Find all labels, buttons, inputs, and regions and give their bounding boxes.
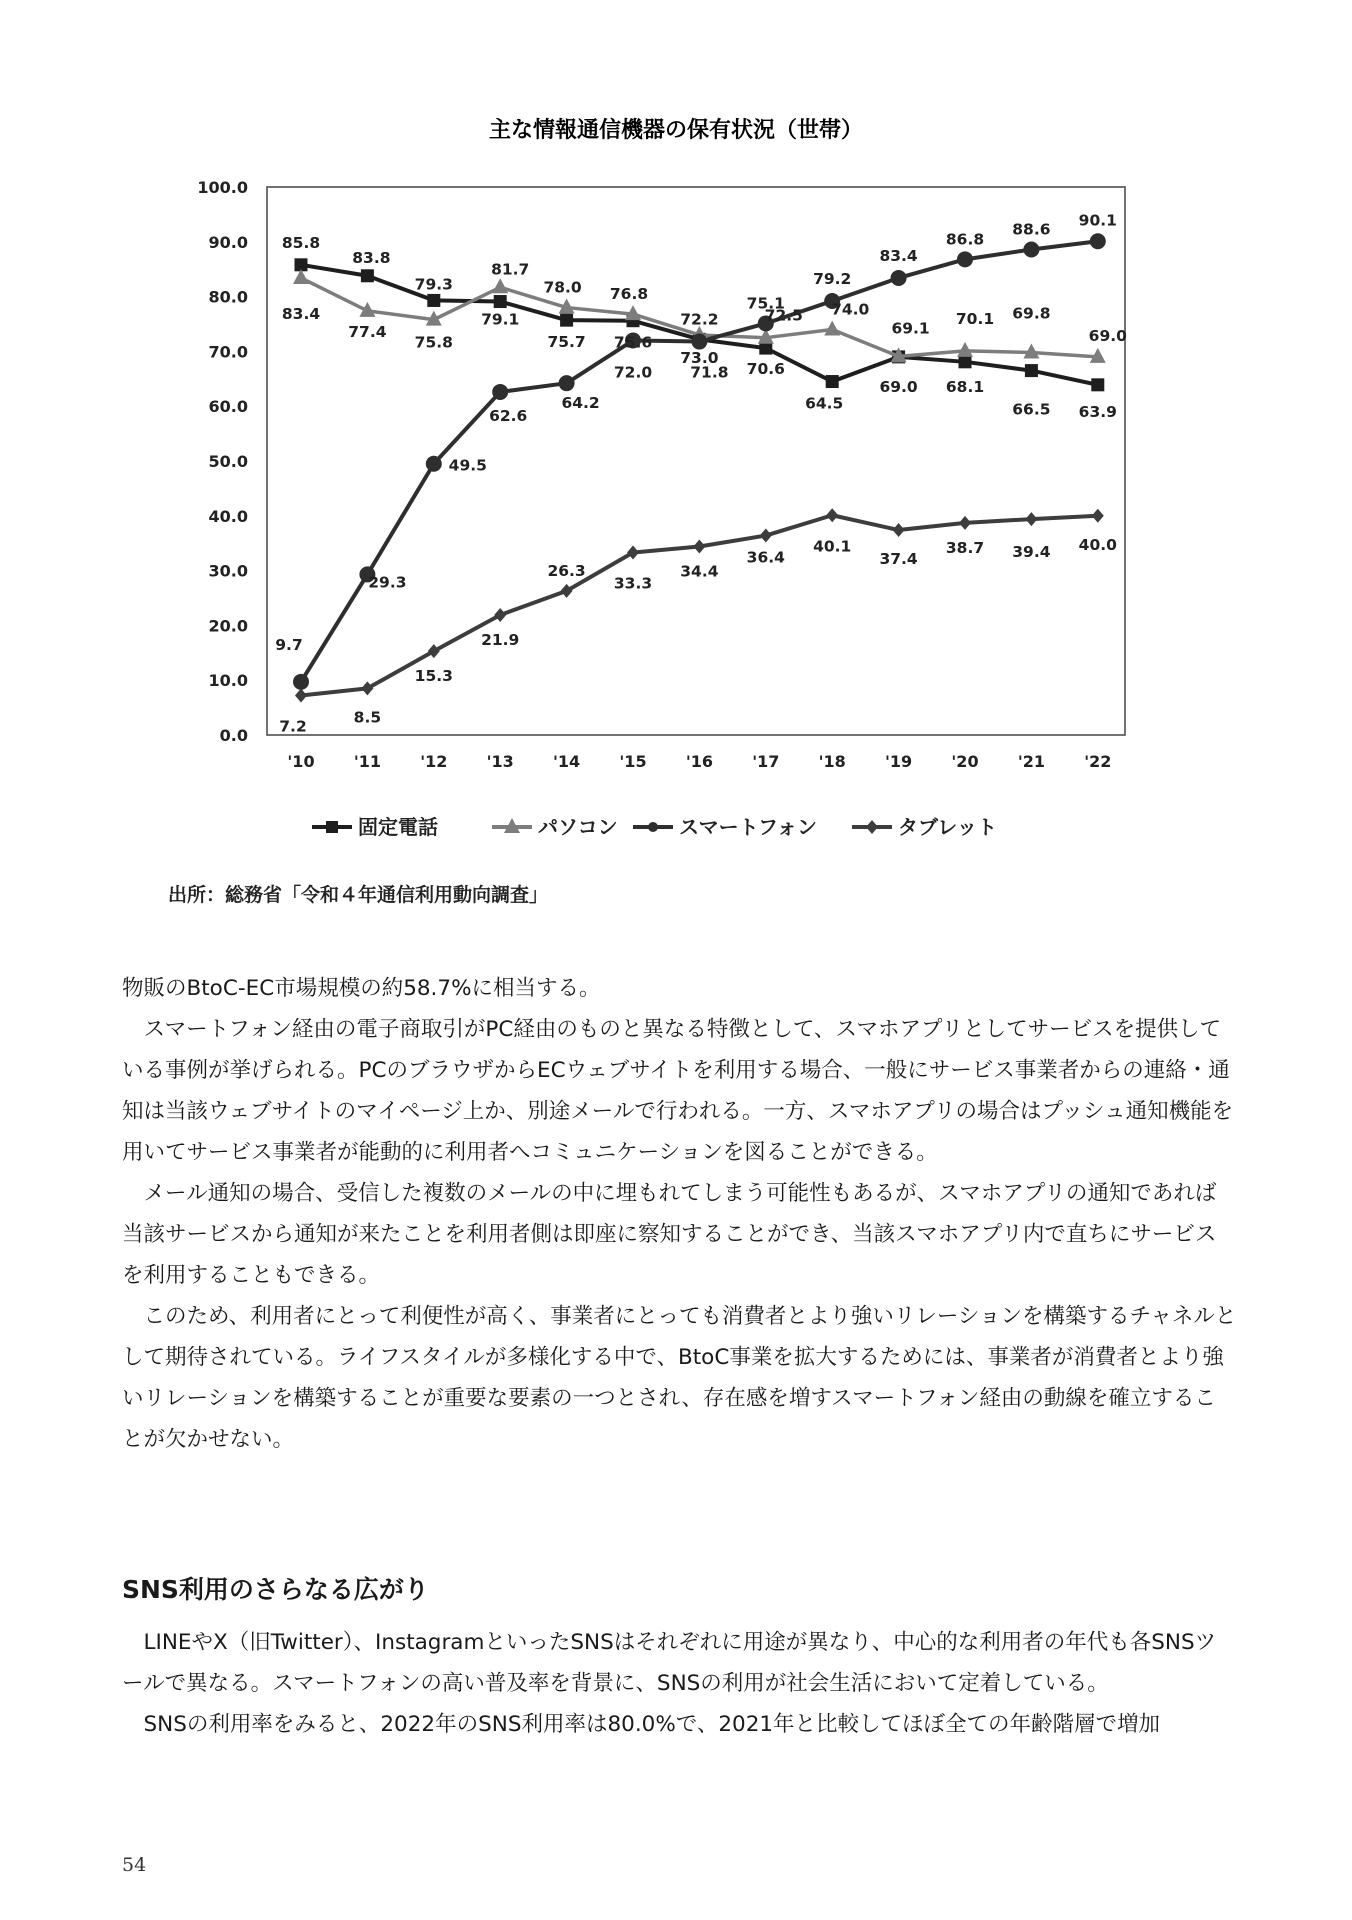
smartphone-data-label: 90.1	[1078, 211, 1117, 230]
chart-title: 主な情報通信機器の保有状況（世帯）	[488, 118, 864, 143]
tablet-data-label: 39.4	[1012, 543, 1051, 562]
pc-data-label: 83.4	[281, 304, 321, 323]
section-heading: SNS利用のさらなる広がり	[122, 1575, 429, 1604]
tablet-marker	[494, 608, 506, 622]
y-tick-label: 100.0	[197, 178, 248, 197]
x-tick-label: '11	[353, 752, 381, 771]
fixed-phone-marker	[427, 294, 440, 307]
y-tick-label: 60.0	[208, 397, 248, 417]
body-paragraph: 物販のBtoC-EC市場規模の約58.7%に相当する。	[122, 976, 601, 1001]
tablet-data-label: 34.4	[680, 562, 719, 581]
y-tick-label: 20.0	[208, 616, 248, 636]
pc-legend-label: パソコン	[538, 815, 618, 839]
smartphone-marker	[691, 334, 707, 350]
tablet-data-label: 21.9	[481, 630, 520, 649]
smartphone-data-label: 9.7	[275, 635, 303, 654]
smartphone-line	[301, 241, 1098, 682]
x-tick-label: '22	[1084, 752, 1112, 771]
fixed-phone-data-label: 79.1	[481, 310, 520, 329]
fixed-phone-marker	[1025, 364, 1038, 377]
x-tick-label: '20	[951, 752, 979, 771]
tablet-data-label: 40.1	[813, 537, 852, 556]
tablet-data-label: 8.5	[353, 708, 382, 727]
smartphone-data-label: 75.1	[746, 294, 785, 313]
pc-marker	[492, 278, 508, 293]
pc-data-label: 74.0	[831, 300, 870, 319]
fixed-phone-data-label: 64.5	[805, 394, 844, 413]
tablet-marker	[959, 516, 971, 530]
y-tick-label: 50.0	[208, 452, 248, 471]
fixed-phone-marker	[560, 314, 573, 327]
smartphone-marker	[492, 384, 508, 400]
fixed-phone-data-label: 63.9	[1078, 402, 1117, 421]
pc-data-label: 78.0	[543, 278, 582, 297]
y-tick-label: 40.0	[208, 506, 248, 526]
pc-data-label: 73.0	[680, 348, 719, 367]
fixed-phone-data-label: 66.5	[1012, 400, 1051, 419]
chart-legend	[312, 815, 997, 839]
fixed-phone-data-label: 70.6	[746, 360, 785, 379]
fixed-phone-data-label: 75.6	[613, 333, 653, 352]
fixed-phone-data-label: 83.8	[352, 248, 391, 267]
tablet-marker	[361, 681, 373, 695]
x-tick-label: '18	[818, 752, 846, 771]
pc-data-label: 81.7	[491, 260, 530, 279]
x-tick-label: '13	[486, 752, 514, 771]
tablet-marker	[1092, 509, 1104, 523]
series-layer	[293, 233, 1106, 702]
x-tick-label: '14	[553, 752, 581, 771]
y-tick-label: 90.0	[208, 232, 248, 252]
body-text-block-2	[122, 1622, 1237, 1745]
fixed-phone-data-label: 79.3	[414, 275, 453, 294]
x-tick-label: '15	[619, 752, 647, 771]
x-tick-label: '21	[1017, 752, 1045, 771]
tablet-data-label: 36.4	[746, 548, 785, 567]
pc-data-label: 72.5	[764, 306, 803, 325]
fixed-phone-data-label: 85.8	[281, 233, 321, 252]
y-tick-label: 70.0	[208, 342, 248, 362]
tablet-data-label: 40.0	[1078, 535, 1117, 554]
smartphone-data-label: 49.5	[448, 456, 487, 475]
smartphone-marker	[293, 674, 309, 690]
page-number: 54	[122, 1854, 147, 1876]
smartphone-marker	[1090, 233, 1106, 249]
fixed-phone-legend-marker	[326, 821, 338, 833]
tablet-data-label: 15.3	[414, 667, 453, 686]
smartphone-marker	[957, 251, 973, 267]
pc-data-label: 77.4	[348, 322, 387, 341]
smartphone-data-label: 83.4	[879, 246, 918, 265]
tablet-data-label: 37.4	[879, 550, 918, 569]
smartphone-marker	[559, 375, 575, 391]
smartphone-data-label: 88.6	[1012, 220, 1051, 239]
body-paragraph: このため、利用者にとって利便性が高く、事業者にとっても消費者とより強いリレーションを構築するチャネルとして期待されている。ライフスタイルが多様化する中で、BtoC事業を拡大するためには、事業者が消費者とより強いリレーションを構築することが重要な要素の一つとされ、存在感を増すスマートフォン経由の動線を確立することが欠かせない。	[122, 1304, 1237, 1452]
smartphone-data-label: 71.8	[690, 363, 729, 382]
y-tick-label: 30.0	[208, 561, 248, 581]
tablet-legend-marker	[866, 820, 878, 834]
tablet-marker	[561, 584, 573, 598]
x-tick-label: '10	[287, 752, 315, 771]
smartphone-data-label: 62.6	[489, 406, 528, 425]
fixed-phone-data-label: 72.2	[680, 310, 719, 329]
fixed-phone-data-label: 75.7	[547, 333, 586, 352]
fixed-phone-data-label: 68.1	[945, 377, 985, 396]
tablet-marker	[893, 523, 905, 537]
line-chart	[0, 0, 1352, 900]
smartphone-data-label: 64.2	[561, 394, 600, 413]
body-paragraph: スマートフォン経由の電子商取引がPC経由のものと異なる特徴として、スマホアプリとしてサービスを提供している事例が挙げられる。PCのブラウザからECウェブサイトを利用する場合、一般にサービス事業者からの連絡・通知は当該ウェブサイトのマイページ上か、別途メールで行われる。一方、スマホアプリの場合はプッシュ通知機能を用いてサービス事業者が能動的に利用者へコミュニケーションを図ることができる。	[122, 1017, 1234, 1165]
chart-figure	[0, 0, 1352, 906]
tablet-marker	[693, 539, 705, 553]
body-paragraph: SNSの利用率をみると、2022年のSNS利用率は80.0%で、2021年と比較してほぼ全ての年齢階層で増加	[143, 1712, 1161, 1737]
pc-data-label: 76.8	[609, 285, 649, 304]
tablet-marker	[760, 529, 772, 543]
smartphone-legend-label: スマートフォン	[679, 815, 817, 839]
pc-data-label: 69.1	[891, 319, 930, 338]
tablet-data-label: 26.3	[547, 561, 586, 580]
tablet-marker	[1025, 512, 1037, 526]
fixed-phone-data-label: 69.0	[879, 377, 918, 396]
y-tick-label: 80.0	[208, 287, 248, 307]
chart-source: 出所：総務省「令和４年通信利用動向調査」	[168, 884, 549, 906]
tablet-legend-label: タブレット	[898, 815, 997, 839]
fixed-phone-marker	[826, 375, 839, 388]
y-tick-label: 0.0	[219, 726, 248, 745]
x-tick-label: '12	[420, 752, 448, 771]
smartphone-data-label: 72.0	[613, 363, 653, 382]
plot-area-frame	[267, 187, 1125, 735]
tablet-data-label: 33.3	[613, 574, 653, 593]
x-tick-label: '19	[885, 752, 913, 771]
body-paragraph: LINEやX（旧Twitter）、InstagramといったSNSはそれぞれに用途が異なり、中心的な利用者の年代も各SNSツールで異なる。スマートフォンの高い普及率を背景に、SNSの利用が社会生活において定着している。	[122, 1630, 1217, 1696]
smartphone-data-label: 79.2	[813, 269, 852, 288]
smartphone-marker	[426, 456, 442, 472]
body-paragraph: メール通知の場合、受信した複数のメールの中に埋もれてしまう可能性もあるが、スマホアプリの通知であれば当該サービスから通知が来たことを利用者側は即座に察知することができ、当該スマホアプリ内で直ちにサービスを利用することもできる。	[122, 1181, 1217, 1288]
axis-layer	[197, 178, 1111, 771]
pc-marker	[824, 320, 840, 335]
smartphone-legend-marker	[648, 822, 658, 832]
pc-data-label: 70.1	[955, 309, 995, 328]
x-tick-label: '16	[685, 752, 713, 771]
body-text-block-1	[122, 968, 1237, 1460]
pc-data-label: 75.8	[414, 333, 453, 352]
tablet-marker	[627, 546, 639, 560]
fixed-phone-marker	[361, 269, 374, 282]
fixed-phone-marker	[959, 355, 972, 368]
x-tick-label: '17	[752, 752, 780, 771]
tablet-data-label: 38.7	[945, 538, 985, 557]
smartphone-marker	[891, 270, 907, 286]
tablet-marker	[295, 689, 307, 703]
fixed-phone-marker	[1091, 378, 1104, 391]
tablet-marker	[428, 644, 440, 658]
smartphone-data-label: 29.3	[368, 573, 407, 592]
tablet-data-label: 7.2	[279, 717, 307, 736]
y-tick-label: 10.0	[208, 671, 248, 691]
smartphone-marker	[1023, 241, 1039, 257]
pc-data-label: 69.0	[1088, 326, 1127, 345]
fixed-phone-legend-label: 固定電話	[358, 815, 438, 839]
tablet-marker	[826, 508, 838, 522]
smartphone-data-label: 86.8	[945, 230, 985, 249]
pc-data-label: 69.8	[1012, 304, 1051, 323]
fixed-phone-marker	[494, 295, 507, 308]
